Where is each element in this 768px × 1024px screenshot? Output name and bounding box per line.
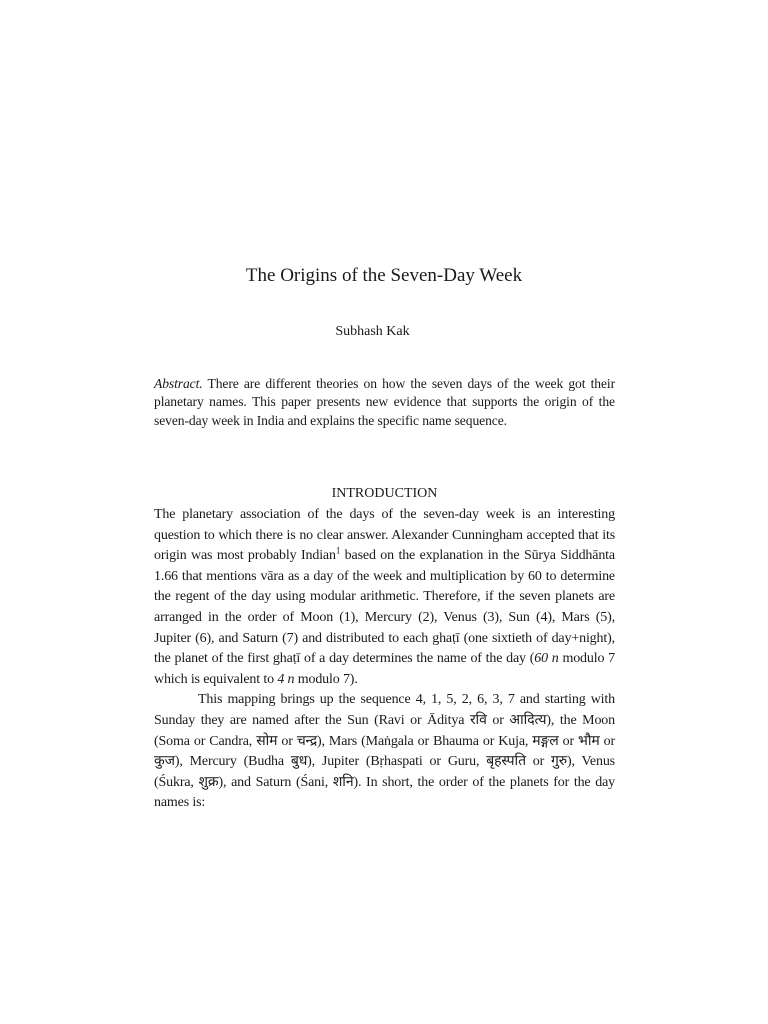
abstract-label: Abstract. [154,376,203,391]
paragraph-1 [154,505,615,690]
paper-title: The Origins of the Seven-Day Week [245,265,523,286]
paragraph-1-part-c: modulo 7 which is equivalent to [154,651,616,687]
abstract [154,375,615,430]
formula-60n: 60 n [534,651,559,667]
formula-4n: 4 n [277,671,295,687]
author-name: Subhash Kak [335,324,410,339]
paragraph-1-part-d: modulo 7). [294,671,358,687]
section-body [154,505,615,814]
abstract-text: There are different theories on how the seven days of the week got their planetary names. This paper presents new evidence that supports the origin of the seven-day week in India and explains the specific name sequence. [154,376,615,428]
paragraph-1-part-b: based on the explanation in the Sūrya Siddhānta 1.66 that mentions vāra as a day of the week and multiplication by 60 to determine the regent of the day using modular arithmetic. Therefore, if the seven planets are arranged in the order of Moon (1), Mercury (2), Venus (3), Sun (4), Mars (5), Jupiter (6), and Saturn (7) and distributed to each ghaṭī (one sixtieth of day+night), the planet of the first ghaṭī of a day determines the name of the day ( [154,548,615,667]
paragraph-1-part-a: The planetary association of the days of the seven-day week is an interesting question to which there is no clear answer. Alexander Cunningham accepted that its origin was most probably Indian [154,507,615,564]
footnote-marker: 1 [335,545,341,556]
section-heading: INTRODUCTION [331,486,438,501]
paragraph-2: This mapping brings up the sequence 4, 1, 5, 2, 6, 3, 7 and starting with Sunday they are named after the Sun (Ravi or Āditya रवि or आदित्य), the Moon (Soma or Candra, सोम or चन्द्र), Mars (Maṅgala or Bhauma or Kuja, मङ्गल or भौम or कुज), Mercury (Budha बुध), Jupiter (Bṛhaspati or Guru, बृहस्पति or गुरु), Venus (Śukra, शुक्र), and Saturn (Śani, शनि). In short, the order of the planets for the day names is: [154,692,615,811]
